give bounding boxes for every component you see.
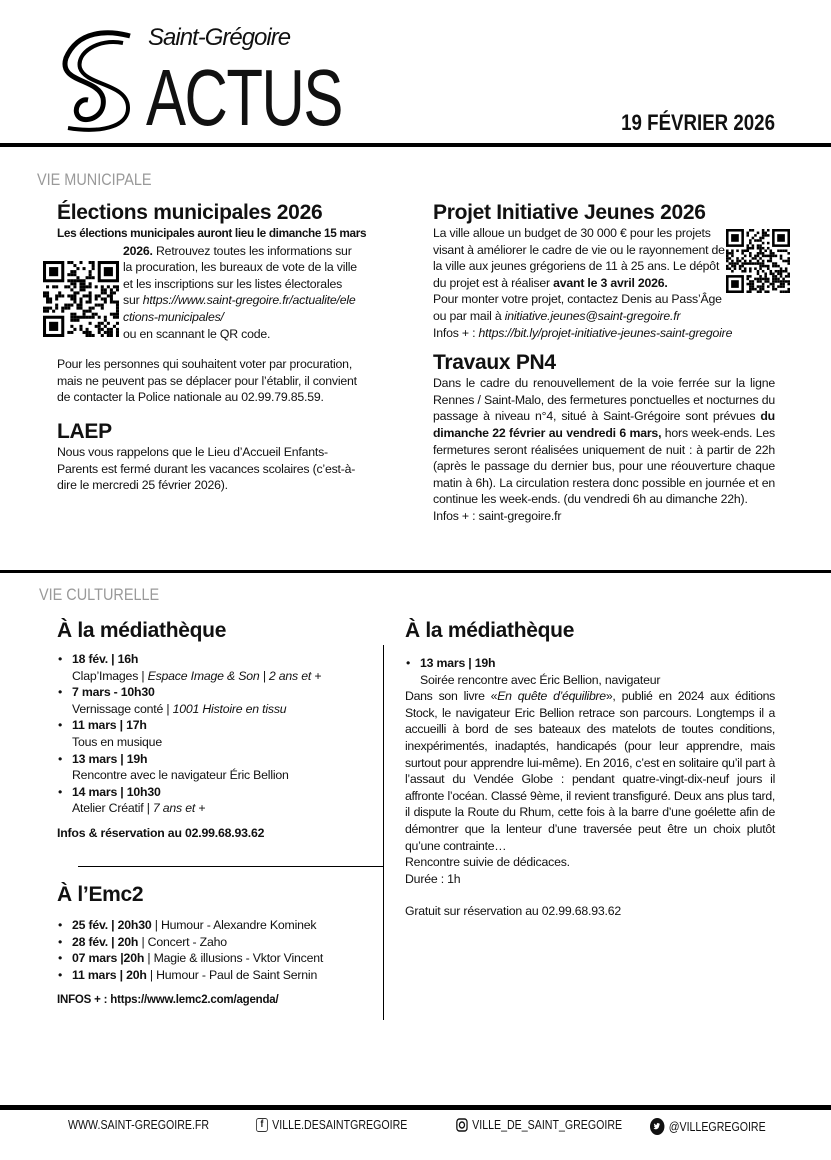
qr-code-elections[interactable] [43,261,119,337]
section-vie-culturelle: VIE CULTURELLE [39,585,160,604]
article-title: À l’Emc2 [57,883,144,906]
issue-date: 19 FÉVRIER 2026 [621,110,775,135]
column-divider-horizontal [78,866,384,867]
list-item: • 11 mars | 17h Tous en musique [57,717,377,750]
qr-code-projet-jeunes[interactable] [726,229,790,293]
section-vie-municipale: VIE MUNICIPALE [37,170,152,189]
footer-website[interactable]: WWW.SAINT-GREGOIRE.FR [68,1118,210,1132]
article-title: LAEP [57,419,112,443]
elections-proxy-text: Pour les personnes qui souhaitent voter par procuration, mais ne peuvent pas se déplacer pour l’établir, il convient de contacter la Police nationale au 02.99.79.85.59. [57,357,357,405]
twitter-icon [650,1118,664,1135]
list-item: • 25 fév. | 20h30 | Humour - Alexandre Kominek [57,917,377,934]
article-title: À la médiathèque [405,619,575,642]
article-title: Projet Initiative Jeunes 2026 [433,201,706,224]
facebook-icon: f [256,1118,268,1132]
footer-twitter[interactable]: @VILLEGREGOIRE [650,1118,766,1135]
list-item: • 07 mars |20h | Magie & illusions - Vktor Vincent [57,950,377,967]
article-travaux: Travaux PN4 Dans le cadre du renouvellement de la voie ferrée sur la ligne Rennes / Saint-Malo, des fermetures ponctuelles et nocturnes du passage à niveau n°4, situé à Saint-Grégoire sont prévues du dimanche 22 février au vendredi 6 mars, hors week-ends. Les fermetures seront réalisées uniquement de nuit : à partir de 22h (après le passage du dernier bus, pour une réouverture chaque matin à 6h). La circulation restera donc possible en journée et en continue les week-ends. (du vendredi 6h au dimanche 22h). Infos + : saint-gregoire.fr [433,351,775,523]
article-title: Élections municipales 2026 [57,201,323,224]
emc2-link[interactable]: INFOS + : https://www.lemc2.com/agenda/ [57,994,279,1007]
list-item: • 13 mars | 19h Rencontre avec le navigateur Éric Bellion [57,751,377,784]
list-item: • 13 mars | 19h Soirée rencontre avec Éric Bellion, navigateur [405,655,775,688]
footer-instagram[interactable]: VILLE_DE_SAINT_GREGOIRE [456,1118,622,1132]
projet-link[interactable]: https://bit.ly/projet-initiative-jeunes-saint-gregoire [478,325,733,340]
list-item: • 7 mars - 10h30 Vernissage conté | 1001 Histoire en tissu [57,684,377,717]
mediatheque-agenda: À la médiathèque • 18 fév. | 16h Clap’Images | Espace Image & Son | 2 ans et + • 7 mars - 10h30 Vernissage conté | 1001 Histoire en tissu • 11 mars | 17h Tous en musique • 13 mars | 19h Rencontre avec le navigateur Éric Bellion • 14 mars | 10h30 Atelier Créatif | 7 ans et + Infos & réservation au 02.99.68.93.62 [57,619,377,842]
article-title: À la médiathèque [57,619,227,642]
footer-facebook[interactable]: f VILLE.DESAINTGREGOIRE [256,1118,407,1132]
list-item: • 18 fév. | 16h Clap’Images | Espace Image & Son | 2 ans et + [57,651,377,684]
list-item: • 28 fév. | 20h | Concert - Zaho [57,934,377,951]
logo-town-name: Saint-Grégoire [148,24,291,51]
list-item: • 11 mars | 20h | Humour - Paul de Saint Sernin [57,967,377,984]
article-title: Travaux PN4 [433,351,556,375]
municipal-left-column [57,201,367,494]
column-divider-vertical [383,645,384,1020]
list-item: • 14 mars | 10h30 Atelier Créatif | 7 ans et + [57,784,377,817]
elections-lead: Les élections municipales auront lieu le dimanche 15 mars [57,226,367,240]
article-laep: LAEP Nous vous rappelons que le Lieu d’Accueil Enfants-Parents est fermé durant les vacances scolaires (c’est-à-dire le mercredi 25 février 2026). [57,419,356,493]
header-divider [0,143,831,147]
article-elections: Élections municipales 2026 Les élections municipales auront lieu le dimanche 15 mars 2026. Retrouvez toutes les informations sur la procuration, les bureaux de vote de la ville et les inscriptions sur les listes électorales sur https://www.saint-gregoire.fr/actualite/elections-municipales/ ou en scannant le QR code. Pour les personnes qui souhaitent voter par procuration, mais ne peuvent pas se déplacer pour l’établir, il convient de contacter la Police nationale au 02.99.79.85.59. [57,201,357,406]
logo-title: ACTUS [146,53,342,142]
email-link[interactable]: initiative.jeunes@saint-gregoire.fr [504,308,681,323]
article-projet-jeunes: Projet Initiative Jeunes 2026 La ville alloue un budget de 30 000 € pour les projets visant à améliorer le cadre de vie ou le rayonnement de la ville aux jeunes grégoriens de 11 à 25 ans. Le dépôt du projet est à réaliser avant le 3 avril 2026. Pour monter votre projet, contactez Denis au Pass’Âge ou par mail à initiative.jeunes@saint-gregoire.fr Infos + : https://bit.ly/projet-initiative-jeunes-saint-gregoire [433,201,778,341]
logo-s-mark [58,28,138,138]
footer-divider [0,1105,831,1110]
municipal-right-column [433,201,778,525]
elections-link[interactable]: https://www.saint-gregoire.fr/actualite/elections-municipales/ [123,293,356,324]
section-divider [0,570,831,573]
instagram-icon [456,1118,468,1132]
emc2-agenda [57,883,377,1009]
feature-eric-bellion: À la médiathèque • 13 mars | 19h Soirée rencontre avec Éric Bellion, navigateur Dans son livre «En quête d’équilibre», publié en 2024 aux éditions Stock, le navigateur Eric Bellion retrace son parcours. Longtemps il a accueilli à bord de ses bateaux des matelots de toutes conditions, inexpérimentés, inadaptés, handicapés (pour leur apprendre, mais surtout pour apprendre lui-même). En 2016, c’est en solitaire qu’il part à l’assaut du Vendée Globe : pendant quatre-vingt-dix-neuf jours il affronte l’océan. Classé 9ème, il revient transfiguré. Deux ans plus tard, il dispute la Route du Rhum, cette fois à la barre d’une goélette afin de démontrer que la lenteur d’une traversée peut être un choix plutôt qu’une contrainte… Rencontre suivie de dédicaces. Durée : 1h Gratuit sur réservation au 02.99.68.93.62 [405,619,775,920]
